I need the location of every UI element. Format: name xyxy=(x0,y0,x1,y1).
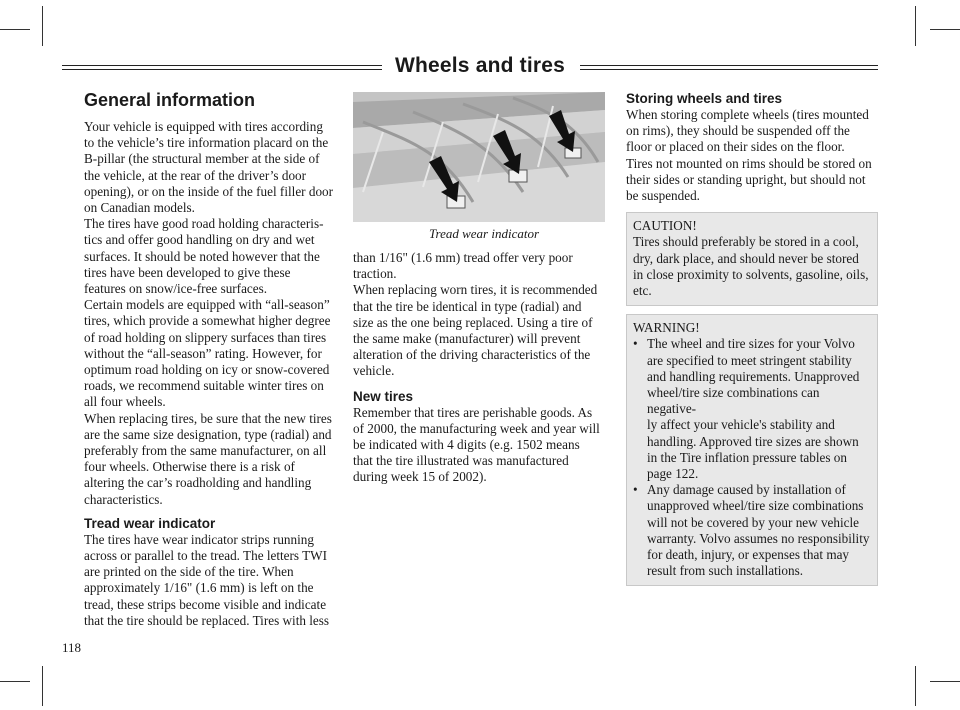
paragraph: When replacing worn tires, it is recommended that the tire be identical in type (radial) and size as the one being replaced. Using a tire of the same make (manufacturer) will prevent alteration of the driving characteristics of the vehicle. xyxy=(353,282,598,379)
paragraph: When storing complete wheels (tires mounted on rims), they should be suspended off the floor or placed on their sides on the floor. Tires not mounted on rims should be stored on their sides or standing upright, but should not be suspended. xyxy=(626,107,872,204)
warning-list xyxy=(633,336,871,579)
paragraph: The tires have good road holding characteris- tics and offer good handling on dry and wet surfaces. It should be noted however that the tires have been developed to give these features on snow/ice-free surfaces. xyxy=(84,216,324,297)
subheading: Tread wear indicator xyxy=(84,515,216,531)
page-number: 118 xyxy=(62,640,82,655)
caution-box xyxy=(626,212,878,306)
column-tread-wear xyxy=(353,92,615,486)
paragraph: Certain models are equipped with “all-season” tires, which provide a somewhat higher degree of road holding on slippery surfaces than tires without the “all-season” rating. However, for optimum road holding on icy or snow-covered roads, we recommend suitable winter tires on all four wheels. xyxy=(84,297,331,410)
warning-title: WARNING! xyxy=(633,320,700,336)
list-item: • Any damage caused by installation of unapproved wheel/tire size combinations will not be covered by your new vehicle warranty. Volvo assumes no responsibility for death, injury, or expenses that may result from such installations. xyxy=(633,482,870,579)
list-item: • The wheel and tire sizes for your Volvo are specified to meet stringent stability and handling requirements. Unapproved wheel/tire size combinations can negative- ly affect your vehicle's stability and handling. Approved tire sizes are shown in the Tire inflation pressure tables on page 122. xyxy=(633,336,860,482)
caution-title: CAUTION! xyxy=(633,218,697,234)
paragraph: Your vehicle is equipped with tires according to the vehicle’s tire information placard on the B-pillar (the structural member at the side of the vehicle, at the rear of the driver’s door opening), or on the inside of the fuel filler door on Canadian models. xyxy=(84,119,334,216)
section-heading: General information xyxy=(84,90,256,110)
warning-box xyxy=(626,314,878,586)
paragraph: than 1/16" (1.6 mm) tread offer very poor traction. xyxy=(353,250,573,282)
paragraph: Remember that tires are perishable goods. As of 2000, the manufacturing week and year will be indicated with 4 digits (e.g. 1502 means that the tire illustrated was manufactured during week 15 of 2002). xyxy=(353,404,600,485)
paragraph: The tires have wear indicator strips running across or parallel to the tread. The letters TWI are printed on the side of the tire. When approximately 1/16" (1.6 mm) is left on the tread, these strips become visible and indicate that the tire should be replaced. Tires with less xyxy=(84,531,330,628)
figure-caption: Tread wear indicator xyxy=(428,226,540,241)
column-storing xyxy=(626,91,878,594)
column-general-information xyxy=(84,88,346,629)
subheading: New tires xyxy=(353,388,414,404)
tread-wear-indicator-illustration xyxy=(353,92,605,222)
subheading: Storing wheels and tires xyxy=(626,91,783,106)
caution-text: Tires should preferably be stored in a cool, dry, dark place, and should never be stored in close proximity to solvents, gasoline, oils, etc. xyxy=(633,234,869,299)
paragraph: When replacing tires, be sure that the new tires are the same size designation, type (radial) and preferably from the same manufacturer, on all four wheels. Otherwise there is a risk of altering the car’s roadholding and handling characteristics. xyxy=(84,410,332,507)
page-title: Wheels and tires xyxy=(0,54,960,78)
